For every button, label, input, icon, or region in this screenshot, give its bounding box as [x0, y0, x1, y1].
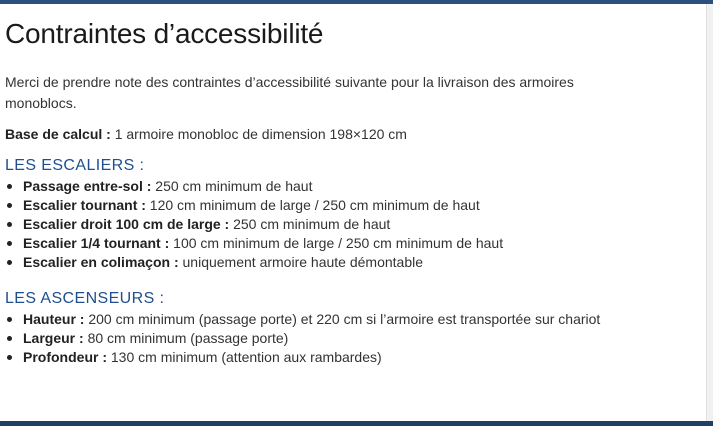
heading-ascenseurs: LES ASCENSEURS : [5, 290, 165, 307]
base-calcul-label: Base de calcul : [5, 126, 111, 142]
item-text: 80 cm minimum (passage porte) [83, 330, 289, 346]
item-label: Profondeur : [23, 349, 107, 365]
top-border [0, 0, 713, 4]
ascenseurs-list [5, 310, 701, 367]
list-item [5, 310, 701, 329]
item-label: Passage entre-sol : [23, 178, 152, 194]
list-item [5, 234, 701, 253]
item-text: 250 cm minimum de haut [229, 216, 391, 232]
scrollbar[interactable] [706, 4, 713, 421]
item-label: Escalier droit 100 cm de large : [23, 216, 230, 232]
item-text: 120 cm minimum de large / 250 cm minimum de haut [145, 197, 480, 213]
intro-paragraph: Merci de prendre note des contraintes d’accessibilité suivante pour la livraison des armoires monoblocs. [5, 74, 574, 111]
base-calcul-text: 1 armoire monobloc de dimension 198×120 cm [110, 126, 407, 142]
list-item [5, 253, 701, 272]
item-text: 200 cm minimum (passage porte) et 220 cm si l’armoire est transportée sur chariot [84, 311, 601, 327]
main-content [5, 14, 701, 367]
item-label: Escalier en colimaçon : [23, 254, 179, 270]
item-label: Escalier tournant : [23, 197, 146, 213]
item-label: Largeur : [23, 330, 84, 346]
escaliers-list [5, 177, 701, 272]
item-label: Hauteur : [23, 311, 85, 327]
heading-escaliers: LES ESCALIERS : [5, 157, 145, 174]
base-calcul [5, 124, 701, 145]
item-text: 250 cm minimum de haut [151, 178, 313, 194]
item-text: 100 cm minimum de large / 250 cm minimum de haut [169, 235, 504, 251]
list-item [5, 196, 701, 215]
list-item [5, 329, 701, 348]
item-text: 130 cm minimum (attention aux rambardes) [107, 349, 382, 365]
list-item [5, 215, 701, 234]
list-item [5, 177, 701, 196]
item-label: Escalier 1/4 tournant : [23, 235, 170, 251]
page-title: Contraintes d’accessibilité [5, 18, 324, 49]
item-text: uniquement armoire haute démontable [178, 254, 424, 270]
bottom-border [0, 421, 713, 426]
list-item [5, 348, 701, 367]
